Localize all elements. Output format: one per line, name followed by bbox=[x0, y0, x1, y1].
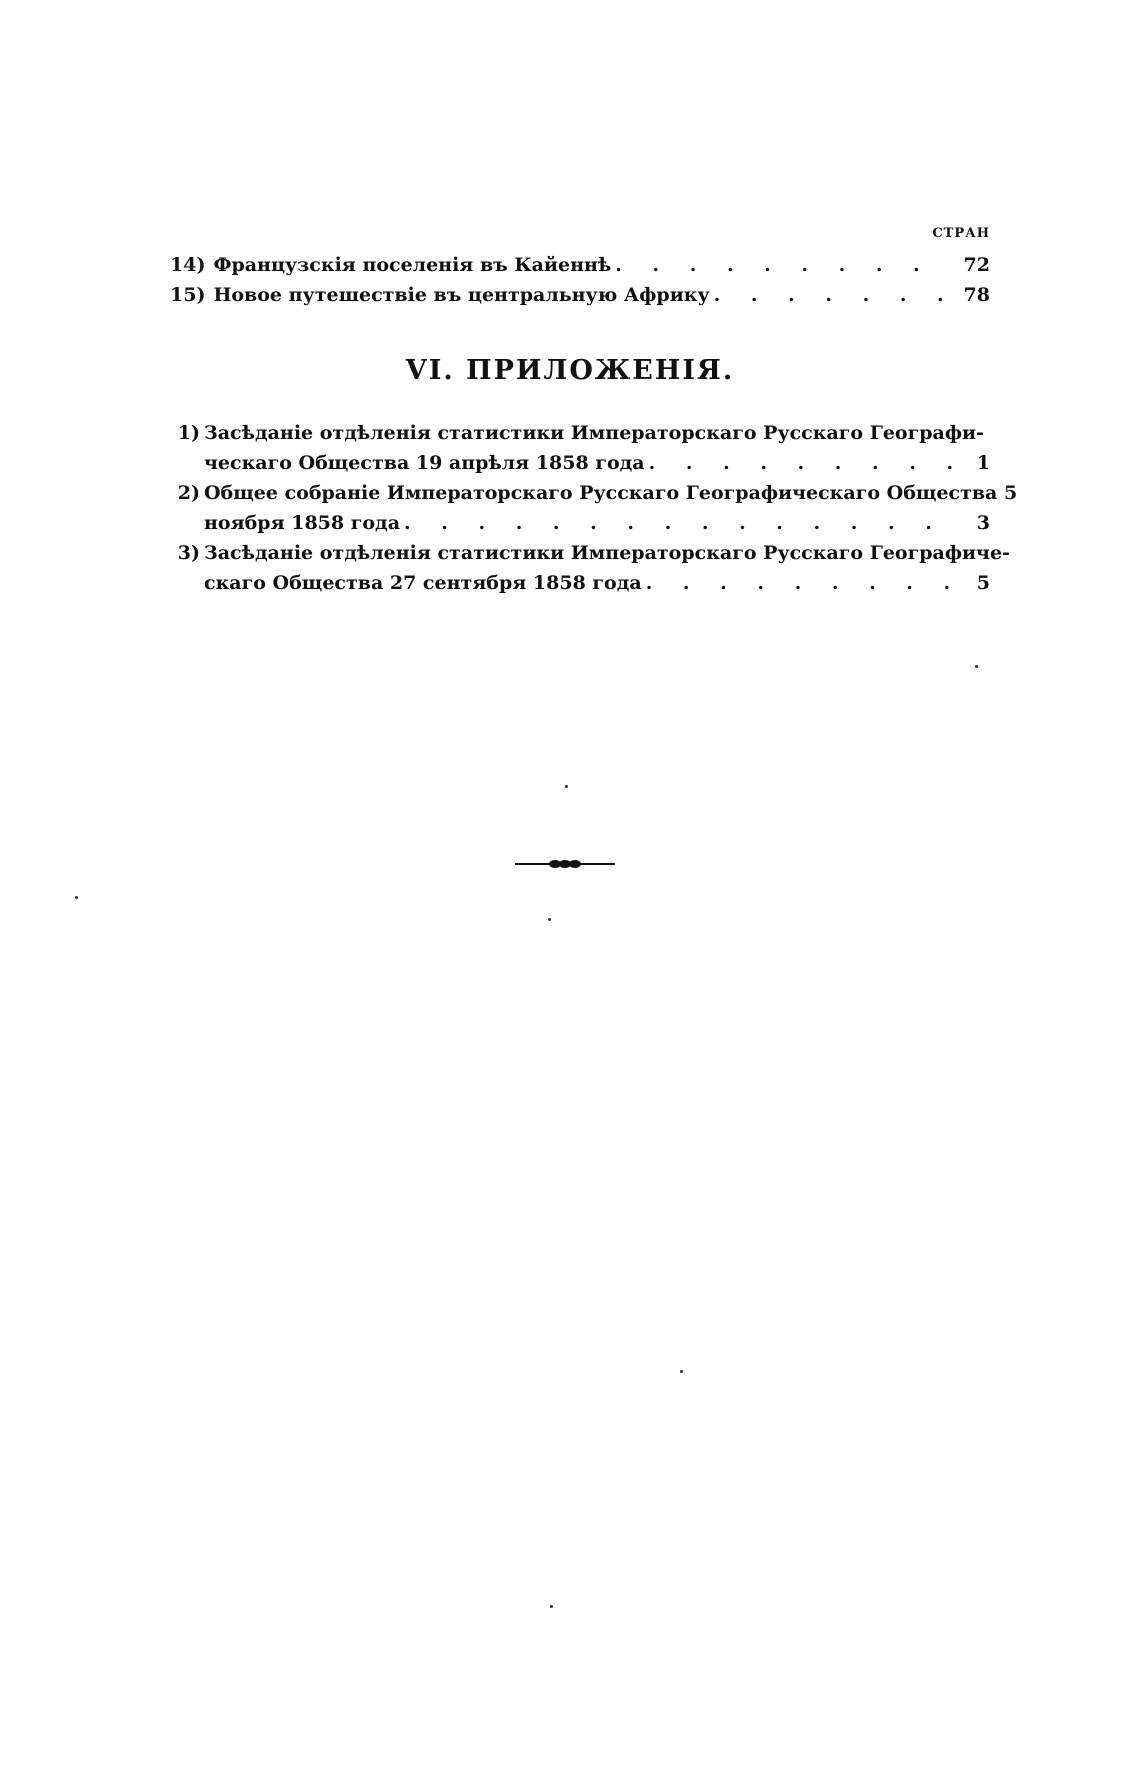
entry-page: 3 bbox=[976, 512, 990, 534]
print-speck bbox=[565, 785, 568, 788]
print-speck bbox=[548, 918, 551, 921]
leader-dots bbox=[404, 508, 963, 538]
toc-entry bbox=[170, 418, 990, 478]
entry-title-line2: ноября 1858 года bbox=[204, 512, 401, 534]
print-speck bbox=[975, 665, 978, 668]
entry-title: Новое путешествіе въ центральную Африку bbox=[213, 284, 710, 306]
toc-entry bbox=[170, 280, 990, 310]
leader-dots bbox=[714, 280, 950, 310]
entry-number: 15) bbox=[170, 284, 206, 306]
page-column-header: СТРАН bbox=[932, 226, 990, 241]
toc-appendix-list bbox=[170, 418, 1018, 598]
toc-entry bbox=[170, 538, 1010, 598]
ornament-divider bbox=[515, 857, 615, 871]
entry-number: 1) bbox=[177, 422, 200, 444]
print-speck bbox=[550, 1605, 553, 1608]
entry-page: 1 bbox=[976, 452, 990, 474]
entry-title-line2: скаго Общества 27 сентября 1858 года bbox=[204, 572, 642, 594]
entry-title-line1: Общее собраніе Императорскаго Русскаго Географическаго Общества 5 bbox=[204, 482, 1018, 504]
entry-page: 72 bbox=[963, 254, 990, 276]
entry-title-line2: ческаго Общества 19 апрѣля 1858 года bbox=[204, 452, 645, 474]
toc-entry bbox=[170, 250, 990, 280]
leader-dots bbox=[646, 568, 963, 598]
toc-entry bbox=[170, 478, 1018, 538]
entry-page: 5 bbox=[976, 572, 990, 594]
print-speck bbox=[75, 896, 78, 899]
section-title: VI. ПРИЛОЖЕНІЯ. bbox=[405, 355, 735, 386]
entry-title: Французскія поселенія въ Кайеннѣ bbox=[213, 254, 612, 276]
leader-dots bbox=[649, 448, 963, 478]
leader-dots bbox=[615, 250, 949, 280]
entry-page: 78 bbox=[963, 284, 990, 306]
entry-title-line1: Засѣданіе отдѣленія статистики Императорскаго Русскаго Географиче- bbox=[204, 542, 1010, 564]
entry-title-line1: Засѣданіе отдѣленія статистики Императорскаго Русскаго Географи- bbox=[204, 422, 984, 444]
entry-number: 14) bbox=[170, 254, 206, 276]
entry-number: 2) bbox=[177, 482, 200, 504]
entry-number: 3) bbox=[177, 542, 200, 564]
print-speck bbox=[680, 1370, 683, 1373]
toc-top-list bbox=[170, 250, 990, 310]
